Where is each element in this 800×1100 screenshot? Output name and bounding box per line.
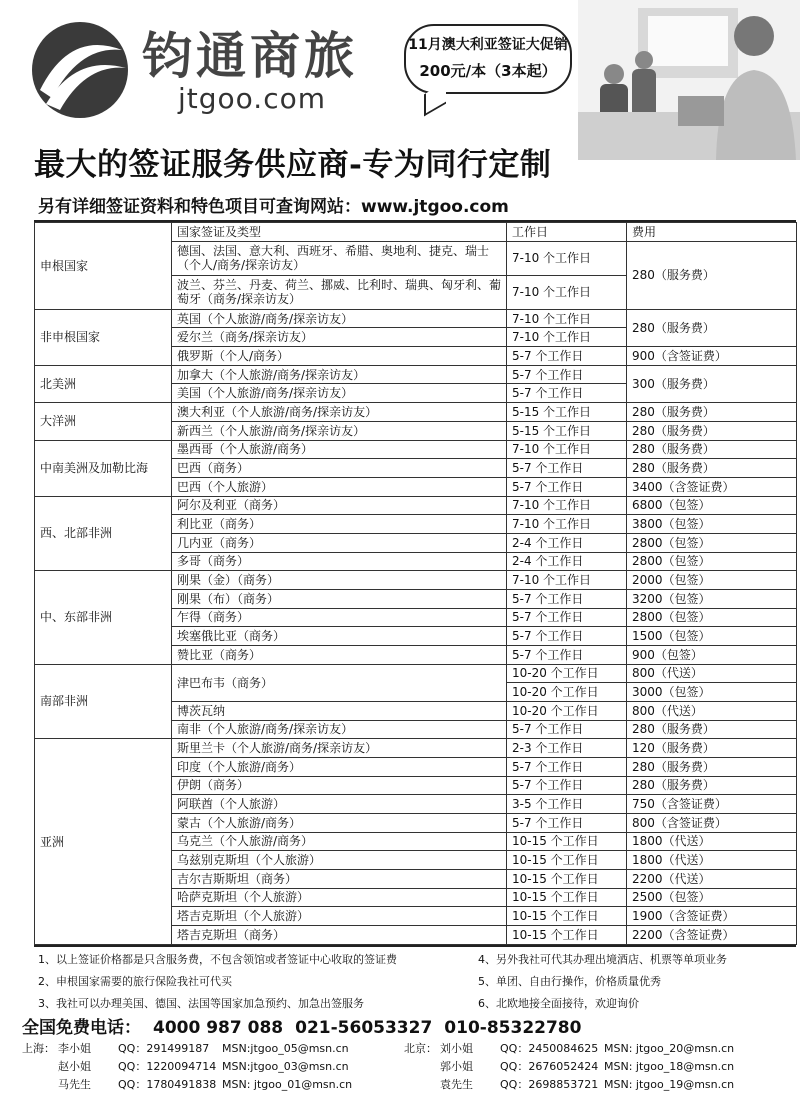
days-cell: 5-7 个工作日 [507, 589, 627, 608]
fee-cell: 280（服务费） [627, 459, 797, 478]
contact-qq: QQ：1220094714 [118, 1060, 217, 1073]
days-cell: 2-3 个工作日 [507, 739, 627, 758]
days-cell: 10-15 个工作日 [507, 832, 627, 851]
days-cell: 5-7 个工作日 [507, 347, 627, 366]
country-cell: 斯里兰卡（个人旅游/商务/探亲访友） [172, 739, 507, 758]
fee-cell: 280（服务费） [627, 720, 797, 739]
days-cell: 5-7 个工作日 [507, 608, 627, 627]
country-cell: 阿联酋（个人旅游） [172, 795, 507, 814]
fee-cell: 2800（包签） [627, 552, 797, 571]
visa-table [34, 222, 797, 945]
region-cell: 非申根国家 [35, 309, 172, 365]
notes-row [38, 971, 778, 993]
header-days: 工作日 [507, 223, 627, 242]
fee-cell: 2800（包签） [627, 533, 797, 552]
contact-name: 袁先生 [440, 1078, 473, 1091]
country-cell: 刚果（金）（商务） [172, 571, 507, 590]
country-cell: 阿尔及利亚（商务） [172, 496, 507, 515]
fee-cell: 280（服务费） [627, 309, 797, 346]
fee-cell: 2800（包签） [627, 608, 797, 627]
days-cell: 7-10 个工作日 [507, 440, 627, 459]
fee-cell: 3400（含签证费） [627, 477, 797, 496]
days-cell: 7-10 个工作日 [507, 241, 627, 275]
fee-cell: 1800（代送） [627, 851, 797, 870]
region-cell: 申根国家 [35, 223, 172, 310]
days-cell: 5-7 个工作日 [507, 813, 627, 832]
contact-msn: MSN:jtgoo_05@msn.cn [222, 1042, 349, 1055]
note-item: 1、以上签证价格都是只含服务费，不包含领馆或者签证中心收取的签证费 [38, 953, 397, 966]
fee-cell: 300（服务费） [627, 365, 797, 402]
days-cell: 5-7 个工作日 [507, 459, 627, 478]
contact-qq: QQ：1780491838 [118, 1078, 217, 1091]
contact-city [404, 1058, 440, 1076]
country-cell: 英国（个人旅游/商务/探亲访友） [172, 309, 507, 328]
days-cell: 5-15 个工作日 [507, 421, 627, 440]
days-cell: 10-20 个工作日 [507, 683, 627, 702]
contact-qq: QQ：2450084625 [500, 1042, 599, 1055]
notes-section [38, 949, 778, 1015]
country-cell: 乌克兰（个人旅游/商务） [172, 832, 507, 851]
country-cell: 博茨瓦纳 [172, 701, 507, 720]
contact-row [22, 1040, 792, 1058]
fee-cell: 280（服务费） [627, 241, 797, 309]
note-item: 6、北欧地接全面接待，欢迎询价 [478, 997, 639, 1010]
days-cell: 7-10 个工作日 [507, 496, 627, 515]
contact-name: 刘小姐 [440, 1042, 473, 1055]
contact-msn: MSN: jtgoo_01@msn.cn [222, 1078, 353, 1091]
fee-cell: 1900（含签证费） [627, 907, 797, 926]
country-cell: 多哥（商务） [172, 552, 507, 571]
region-cell: 中南美洲及加勒比海 [35, 440, 172, 496]
fee-cell: 280（服务费） [627, 757, 797, 776]
days-cell: 2-4 个工作日 [507, 552, 627, 571]
shanghai-phone: 021-56053327 [295, 1018, 433, 1038]
country-cell: 乌兹别克斯坦（个人旅游） [172, 851, 507, 870]
country-cell: 德国、法国、意大利、西班牙、希腊、奥地利、捷克、瑞士（个人/商务/探亲访友） [172, 241, 507, 275]
note-item: 4、另外我社可代其办理出境酒店、机票等单项业务 [478, 953, 727, 966]
brand-name: 钧通商旅 [142, 26, 358, 85]
days-cell: 5-7 个工作日 [507, 720, 627, 739]
country-cell: 几内亚（商务） [172, 533, 507, 552]
table-row [35, 309, 797, 328]
note-item: 2、申根国家需要的旅行保险我社可代买 [38, 975, 232, 988]
fee-cell: 2500（包签） [627, 888, 797, 907]
contact-city: 北京： [404, 1042, 437, 1055]
fee-cell: 800（含签证费） [627, 813, 797, 832]
country-cell: 塔吉克斯坦（个人旅游） [172, 907, 507, 926]
table-header-row [35, 223, 797, 242]
contact-msn: MSN: jtgoo_19@msn.cn [604, 1078, 735, 1091]
office-people-photo [578, 0, 800, 160]
country-cell: 乍得（商务） [172, 608, 507, 627]
country-cell: 哈萨克斯坦（个人旅游） [172, 888, 507, 907]
fee-cell: 900（包签） [627, 645, 797, 664]
country-cell: 爱尔兰（商务/探亲访友） [172, 328, 507, 347]
promo-line-2: 200元/本（3本起） [419, 62, 557, 80]
country-cell: 印度（个人旅游/商务） [172, 757, 507, 776]
promo-bubble [404, 24, 572, 94]
fee-cell: 1800（代送） [627, 832, 797, 851]
hotline-section [22, 1013, 782, 1038]
fee-cell: 800（代送） [627, 701, 797, 720]
contact-qq: QQ：2676052424 [500, 1060, 599, 1073]
header [0, 0, 800, 135]
days-cell: 10-15 个工作日 [507, 869, 627, 888]
days-cell: 5-7 个工作日 [507, 477, 627, 496]
contacts-section [22, 1040, 792, 1094]
country-cell: 俄罗斯（个人/商务） [172, 347, 507, 366]
days-cell: 5-7 个工作日 [507, 776, 627, 795]
header-fee: 费用 [627, 223, 797, 242]
contact-name: 郭小姐 [440, 1060, 473, 1073]
days-cell: 5-7 个工作日 [507, 365, 627, 384]
country-cell: 刚果（布）（商务） [172, 589, 507, 608]
contact-city [22, 1076, 58, 1094]
days-cell: 5-7 个工作日 [507, 627, 627, 646]
country-cell: 美国（个人旅游/商务/探亲访友） [172, 384, 507, 403]
region-cell: 中、东部非洲 [35, 571, 172, 664]
days-cell: 7-10 个工作日 [507, 275, 627, 309]
days-cell: 10-20 个工作日 [507, 701, 627, 720]
contact-msn: MSN: jtgoo_18@msn.cn [604, 1060, 735, 1073]
country-cell: 南非（个人旅游/商务/探亲访友） [172, 720, 507, 739]
promo-line-1: 11月澳大利亚签证大促销 [408, 37, 568, 53]
country-cell: 埃塞俄比亚（商务） [172, 627, 507, 646]
contact-qq: QQ：2698853721 [500, 1078, 599, 1091]
country-cell: 墨西哥（个人旅游/商务） [172, 440, 507, 459]
days-cell: 7-10 个工作日 [507, 571, 627, 590]
days-cell: 10-15 个工作日 [507, 907, 627, 926]
fee-cell: 280（服务费） [627, 421, 797, 440]
country-cell: 巴西（个人旅游） [172, 477, 507, 496]
fee-cell: 2200（含签证费） [627, 925, 797, 944]
region-cell: 西、北部非洲 [35, 496, 172, 571]
region-cell: 亚洲 [35, 739, 172, 945]
fee-cell: 2200（代送） [627, 869, 797, 888]
days-cell: 7-10 个工作日 [507, 309, 627, 328]
fee-cell: 900（含签证费） [627, 347, 797, 366]
table-row [35, 571, 797, 590]
contact-name: 赵小姐 [58, 1060, 91, 1073]
hotline-number: 4000 987 088 [153, 1018, 284, 1038]
country-cell: 蒙古（个人旅游/商务） [172, 813, 507, 832]
contact-name: 马先生 [58, 1078, 91, 1091]
fee-cell: 1500（包签） [627, 627, 797, 646]
country-cell: 塔吉克斯坦（商务） [172, 925, 507, 944]
fee-cell: 120（服务费） [627, 739, 797, 758]
country-cell: 澳大利亚（个人旅游/商务/探亲访友） [172, 403, 507, 422]
table-row [35, 664, 797, 683]
contact-city [404, 1076, 440, 1094]
brand-url: jtgoo.com [178, 82, 327, 115]
fee-cell: 750（含签证费） [627, 795, 797, 814]
country-cell: 吉尔吉斯斯坦（商务） [172, 869, 507, 888]
fee-cell: 2000（包签） [627, 571, 797, 590]
table-row [35, 496, 797, 515]
visa-price-table [34, 220, 796, 947]
contact-name: 李小姐 [58, 1042, 91, 1055]
table-row [35, 403, 797, 422]
days-cell: 5-15 个工作日 [507, 403, 627, 422]
days-cell: 5-7 个工作日 [507, 645, 627, 664]
days-cell: 10-15 个工作日 [507, 888, 627, 907]
country-cell: 津巴布韦（商务） [172, 664, 507, 701]
brand-logo-icon [30, 20, 130, 120]
country-cell: 加拿大（个人旅游/商务/探亲访友） [172, 365, 507, 384]
contact-row [22, 1076, 792, 1094]
contact-msn: MSN: jtgoo_20@msn.cn [604, 1042, 735, 1055]
region-cell: 大洋洲 [35, 403, 172, 440]
website-line: 另有详细签证资料和特色项目可查询网站：www.jtgoo.com [38, 197, 509, 217]
days-cell: 5-7 个工作日 [507, 757, 627, 776]
hotline-label: 全国免费电话： [22, 1018, 141, 1038]
days-cell: 5-7 个工作日 [507, 384, 627, 403]
header-country: 国家签证及类型 [172, 223, 507, 242]
days-cell: 10-15 个工作日 [507, 851, 627, 870]
days-cell: 7-10 个工作日 [507, 515, 627, 534]
region-cell: 南部非洲 [35, 664, 172, 739]
fee-cell: 3200（包签） [627, 589, 797, 608]
table-row [35, 739, 797, 758]
fee-cell: 800（代送） [627, 664, 797, 683]
country-cell: 波兰、芬兰、丹麦、荷兰、挪威、比利时、瑞典、匈牙利、葡萄牙（商务/探亲访友） [172, 275, 507, 309]
fee-cell: 280（服务费） [627, 440, 797, 459]
note-item: 5、单团、自由行操作，价格质量优秀 [478, 975, 661, 988]
notes-row [38, 949, 778, 971]
beijing-phone: 010-85322780 [444, 1018, 582, 1038]
contact-city [22, 1058, 58, 1076]
fee-cell: 280（服务费） [627, 403, 797, 422]
days-cell: 7-10 个工作日 [507, 328, 627, 347]
contact-city: 上海： [22, 1042, 55, 1055]
country-cell: 新西兰（个人旅游/商务/探亲访友） [172, 421, 507, 440]
contact-row [22, 1058, 792, 1076]
fee-cell: 3000（包签） [627, 683, 797, 702]
contact-msn: MSN:jtgoo_03@msn.cn [222, 1060, 349, 1073]
days-cell: 10-15 个工作日 [507, 925, 627, 944]
contact-qq: QQ：291499187 [118, 1042, 210, 1055]
fee-cell: 3800（包签） [627, 515, 797, 534]
region-cell: 北美洲 [35, 365, 172, 402]
days-cell: 3-5 个工作日 [507, 795, 627, 814]
country-cell: 利比亚（商务） [172, 515, 507, 534]
country-cell: 伊朗（商务） [172, 776, 507, 795]
days-cell: 2-4 个工作日 [507, 533, 627, 552]
notes-row [38, 993, 778, 1015]
table-row [35, 365, 797, 384]
table-row [35, 440, 797, 459]
headline: 最大的签证服务供应商-专为同行定制 [34, 147, 552, 183]
country-cell: 赞比亚（商务） [172, 645, 507, 664]
days-cell: 10-20 个工作日 [507, 664, 627, 683]
fee-cell: 280（服务费） [627, 776, 797, 795]
note-item: 3、我社可以办理美国、德国、法国等国家加急预约、加急出签服务 [38, 997, 364, 1010]
fee-cell: 6800（包签） [627, 496, 797, 515]
country-cell: 巴西（商务） [172, 459, 507, 478]
